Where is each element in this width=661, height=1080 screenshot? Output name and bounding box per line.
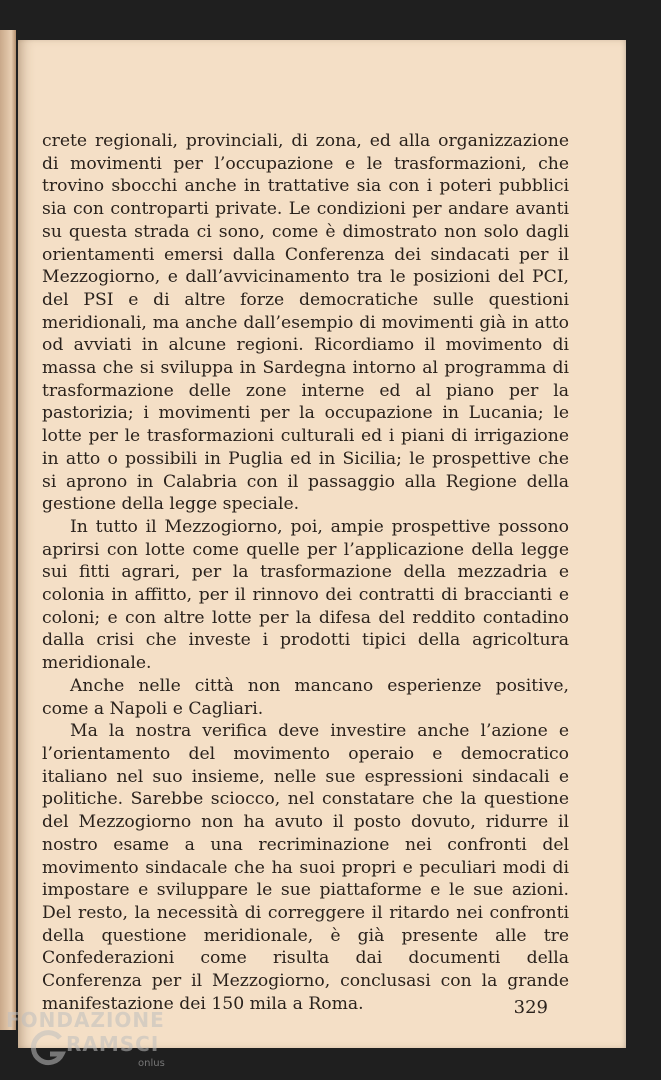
watermark-line1: FONDAZIONE [6, 1008, 165, 1032]
fondazione-gramsci-watermark [6, 1006, 196, 1078]
body-text [42, 130, 569, 1015]
watermark-line2: RAMSCI [66, 1032, 160, 1056]
paragraph-4: Ma la nostra verifica deve investire anche l’azione e l’orientamento del movimento operaio e democratico italiano nel suo insieme, nelle sue espressioni sindacali e politiche. Sarebbe sciocco, nel constatare che la questione del Mezzogiorno non ha avuto il posto dovuto, ridurre il nostro esame a una recriminazione nei confronti del movimento sindacale che ha suoi propri e peculiari modi di impostare e sviluppare le sue piattaforme e le sue azioni. Del resto, la necessità di correggere il ritardo nei confronti della questione meridionale, è già presente alle tre Confederazioni come risulta dai documenti della Conferenza per il Mezzogiorno, conclusasi con la grande manifestazione dei 150 mila a Roma. [42, 721, 569, 1014]
gramsci-g-logo-icon [28, 1028, 68, 1068]
book-page [18, 40, 626, 1048]
paragraph-1: crete regionali, provinciali, di zona, ed alla organizzazione di movimenti per l’occupazione e le trasformazioni, che trovino sbocchi anche in trattative sia con i poteri pubblici sia con controparti private. Le condizioni per andare avanti su questa strada ci sono, come è dimostrato non solo dagli orientamenti emersi dalla Conferenza dei sindacati per il Mezzogiorno, e dall’avvicinamento tra le posizioni del PCI, del PSI e di altre forze democratiche sulle questioni meridionali, ma anche dall’esempio di movimenti già in atto od avviati in alcune regioni. Ricordiamo il movimento di massa che si sviluppa in Sardegna intorno al programma di trasformazione delle zone interne ed al piano per la pastorizia; i movimenti per la occupazione in Lucania; le lotte per le trasformazioni culturali ed i piani di irrigazione in atto o possibili in Puglia ed in Sicilia; le prospettive che si aprono in Calabria con il passaggio alla Regione della gestione della legge speciale. [42, 131, 569, 515]
page-number: 329 [513, 997, 548, 1018]
paragraph-2: In tutto il Mezzogiorno, poi, ampie prospettive possono aprirsi con lotte come quelle per l’applicazione della legge sui fitti agrari, per la trasformazione della mezzadria e colonia in affitto, per il rinnovo dei contratti di braccianti e coloni; e con altre lotte per la difesa del reddito contadino dalla crisi che investe i prodotti tipici della agricoltura meridionale. [42, 516, 569, 674]
watermark-onlus: onlus [138, 1058, 165, 1069]
previous-page-edge [0, 30, 16, 1030]
paragraph-3: Anche nelle città non mancano esperienze positive, come a Napoli e Cagliari. [42, 675, 569, 719]
